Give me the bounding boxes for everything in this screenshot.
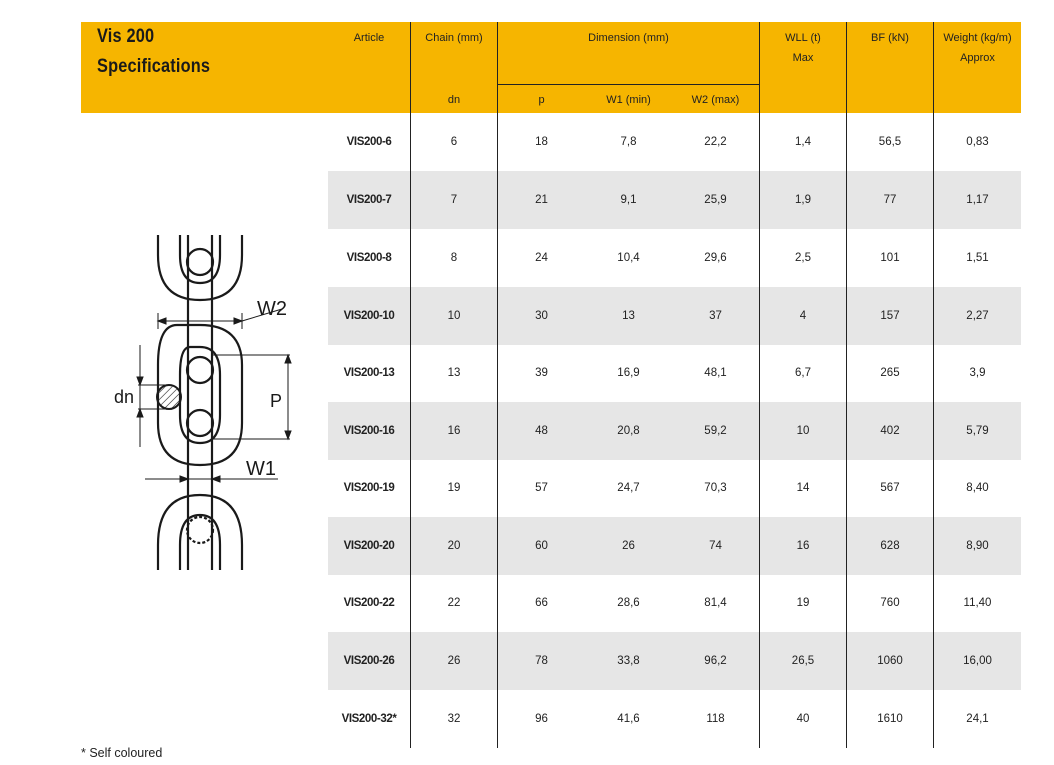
- cell-p: 24: [535, 252, 548, 264]
- table-row: [328, 402, 1021, 460]
- cell-article: VIS200-6: [346, 136, 392, 148]
- upper-link-outer: [158, 235, 242, 300]
- cell-w2: 29,6: [704, 252, 727, 264]
- header-weight-approx: Approx: [960, 52, 995, 64]
- cell-p: 57: [535, 482, 548, 494]
- table-row: [328, 690, 1021, 748]
- cell-w2: 25,9: [704, 194, 727, 206]
- table-row: [328, 517, 1021, 575]
- cell-w2: 48,1: [704, 367, 727, 379]
- column-divider: [410, 22, 411, 748]
- cell-weight: 24,1: [966, 713, 989, 725]
- header-wll-max: Max: [792, 52, 814, 64]
- cell-bf: 760: [880, 597, 900, 609]
- cell-wll: 14: [796, 482, 810, 494]
- cell-dn: 22: [447, 597, 461, 609]
- cell-weight: 1,17: [966, 194, 989, 206]
- cell-dn: 32: [447, 713, 461, 725]
- label-w1: W1: [246, 458, 276, 480]
- cell-dn: 26: [447, 655, 461, 667]
- cell-bf: 567: [880, 482, 900, 494]
- cell-dn: 7: [450, 194, 458, 206]
- cell-p: 96: [535, 713, 548, 725]
- header-article: Article: [353, 32, 385, 44]
- header-dim-p: p: [538, 94, 545, 106]
- cell-wll: 4: [799, 310, 807, 322]
- cell-p: 18: [535, 136, 548, 148]
- cell-bf: 628: [880, 540, 900, 552]
- cell-dn: 13: [447, 367, 461, 379]
- cell-w1: 10,4: [617, 252, 640, 264]
- cell-bf: 1060: [877, 655, 903, 667]
- cell-dn: 20: [447, 540, 461, 552]
- header-dim-w2: W2 (max): [691, 94, 740, 106]
- cell-p: 39: [535, 367, 548, 379]
- cell-dn: 8: [450, 252, 458, 264]
- label-w2: W2: [257, 298, 287, 320]
- cell-wll: 10: [796, 425, 810, 437]
- cell-bf: 1610: [877, 713, 903, 725]
- cell-dn: 16: [447, 425, 461, 437]
- cell-w1: 24,7: [617, 482, 640, 494]
- cell-w1: 9,1: [620, 194, 637, 206]
- page-title: Vis 200: [97, 26, 155, 47]
- cell-p: 78: [535, 655, 548, 667]
- cell-wll: 26,5: [791, 655, 815, 667]
- cell-p: 60: [535, 540, 548, 552]
- cell-w1: 26: [622, 540, 635, 552]
- middle-link-inner: [180, 347, 220, 443]
- cell-wll: 19: [796, 597, 810, 609]
- cell-article: VIS200-8: [346, 252, 392, 264]
- header-dimension: Dimension (mm): [588, 32, 669, 44]
- label-dn: dn: [114, 387, 135, 407]
- cell-bf: 157: [880, 310, 900, 322]
- cell-article: VIS200-10: [343, 310, 395, 322]
- cell-w2: 70,3: [704, 482, 727, 494]
- cell-w1: 7,8: [620, 136, 637, 148]
- footnote: * Self coloured: [81, 746, 163, 760]
- cell-w2: 59,2: [704, 425, 727, 437]
- cell-w2: 22,2: [704, 136, 727, 148]
- cell-bf: 56,5: [878, 136, 902, 148]
- cell-bf: 402: [880, 425, 900, 437]
- header-bf: BF (kN): [871, 32, 909, 44]
- header-dim-w1: W1 (min): [606, 94, 651, 106]
- upper-link-section: [187, 249, 213, 275]
- cell-dn: 6: [450, 136, 458, 148]
- header-weight: Weight (kg/m): [943, 32, 1012, 44]
- middle-link-pin-bottom: [187, 410, 213, 436]
- lower-link-section: [187, 517, 213, 543]
- table-row: [328, 229, 1021, 287]
- cell-bf: 101: [880, 252, 900, 264]
- cell-wll: 1,9: [795, 194, 811, 206]
- cell-w1: 13: [622, 310, 635, 322]
- cell-weight: 16,00: [963, 655, 992, 667]
- cell-w1: 28,6: [617, 597, 640, 609]
- cell-p: 30: [535, 310, 548, 322]
- cell-w2: 96,2: [704, 655, 727, 667]
- cell-bf: 77: [883, 194, 897, 206]
- column-divider: [759, 22, 760, 748]
- cell-p: 21: [535, 194, 548, 206]
- cell-dn: 10: [447, 310, 461, 322]
- column-divider: [846, 22, 847, 748]
- cell-article: VIS200-13: [343, 367, 395, 379]
- middle-link-pin-top: [187, 357, 213, 383]
- cell-w1: 16,9: [617, 367, 640, 379]
- table-row: [328, 632, 1021, 690]
- cell-w2: 81,4: [704, 597, 727, 609]
- table-row: [328, 459, 1021, 517]
- cell-article: VIS200-7: [346, 194, 392, 206]
- table-row: [328, 171, 1021, 229]
- cell-article: VIS200-19: [343, 482, 395, 494]
- header-chain-dn: dn: [447, 94, 461, 106]
- header-divider: [498, 84, 759, 85]
- dn-section-hatch: [157, 385, 181, 409]
- column-divider: [933, 22, 934, 748]
- cell-w1: 20,8: [617, 425, 640, 437]
- cell-wll: 16: [796, 540, 810, 552]
- lower-link-outer: [158, 495, 242, 570]
- table-row: [328, 113, 1021, 171]
- cell-wll: 6,7: [795, 367, 811, 379]
- cell-article: VIS200-26: [343, 655, 395, 667]
- cell-article: VIS200-22: [343, 597, 395, 609]
- table-row: [328, 344, 1021, 402]
- cell-wll: 40: [796, 713, 810, 725]
- table-row: [328, 287, 1021, 345]
- cell-dn: 19: [447, 482, 461, 494]
- cell-article: VIS200-32*: [341, 713, 397, 725]
- cell-wll: 1,4: [795, 136, 811, 148]
- chain-link-diagram: [100, 225, 310, 575]
- page-subtitle: Specifications: [97, 56, 211, 77]
- cell-wll: 2,5: [795, 252, 811, 264]
- cell-p: 48: [535, 425, 548, 437]
- cell-weight: 0,83: [966, 136, 989, 148]
- cell-bf: 265: [880, 367, 900, 379]
- header-wll: WLL (t): [785, 32, 821, 44]
- cell-w1: 33,8: [617, 655, 640, 667]
- cell-weight: 1,51: [966, 252, 989, 264]
- cell-article: VIS200-20: [343, 540, 395, 552]
- cell-weight: 11,40: [963, 597, 992, 609]
- cell-weight: 3,9: [969, 367, 986, 379]
- cell-article: VIS200-16: [343, 425, 395, 437]
- cell-weight: 8,40: [966, 482, 989, 494]
- cell-w1: 41,6: [617, 713, 640, 725]
- cell-w2: 74: [709, 540, 722, 552]
- column-divider: [497, 22, 498, 748]
- label-p: P: [270, 391, 283, 411]
- cell-w2: 118: [706, 713, 725, 725]
- table-row: [328, 574, 1021, 632]
- header-chain: Chain (mm): [425, 32, 483, 44]
- cell-w2: 37: [709, 310, 722, 322]
- cell-weight: 8,90: [966, 540, 989, 552]
- cell-weight: 2,27: [966, 310, 989, 322]
- cell-p: 66: [535, 597, 548, 609]
- cell-weight: 5,79: [966, 425, 989, 437]
